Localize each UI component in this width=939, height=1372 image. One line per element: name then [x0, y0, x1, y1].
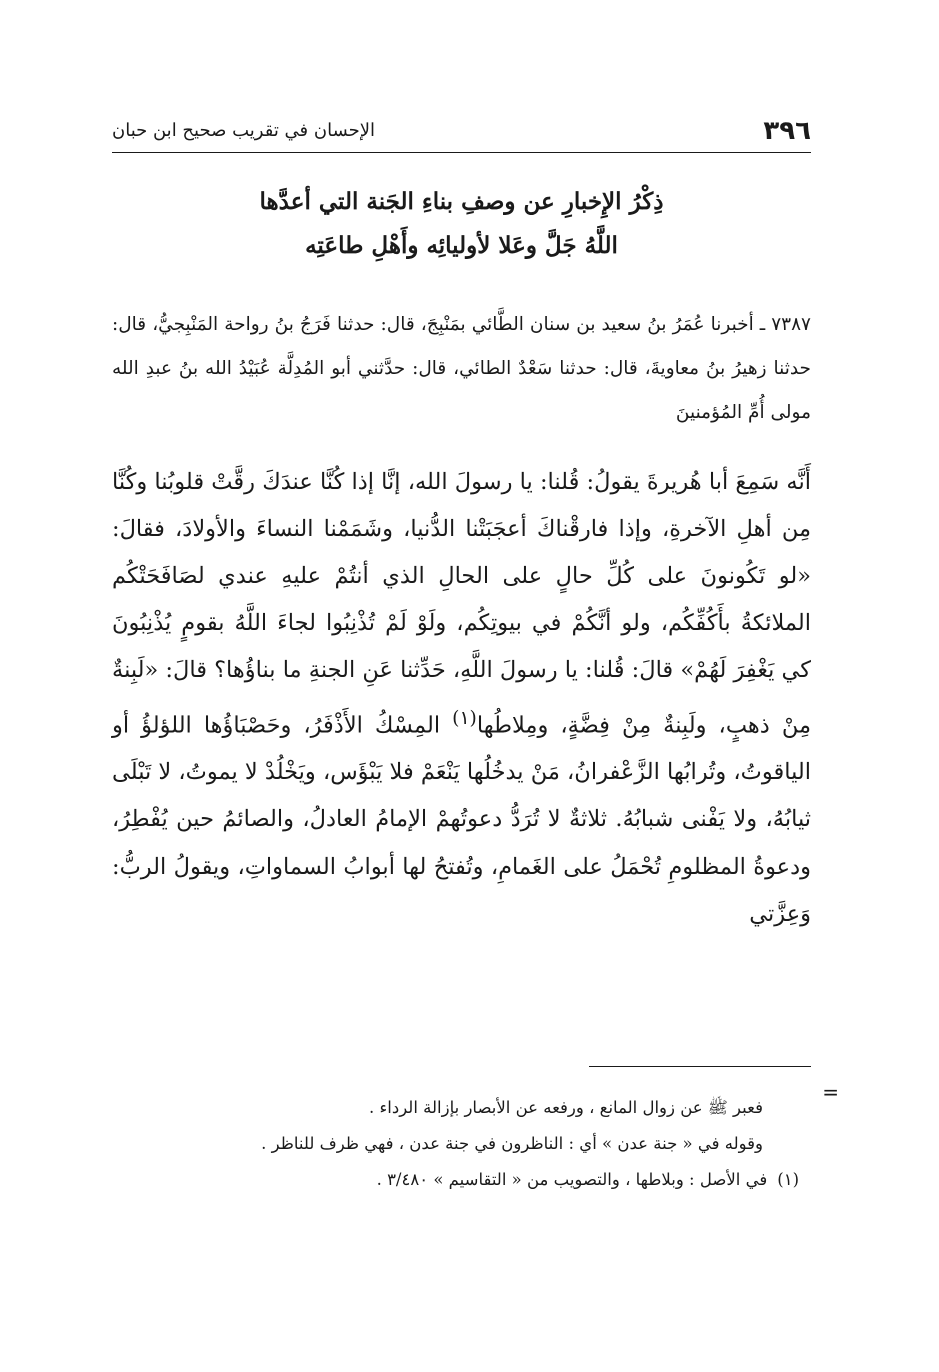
chapter-title: [112, 180, 811, 268]
page-number: ٣٩٦: [763, 116, 811, 146]
running-header: [112, 112, 811, 153]
chapter-title-line-1: ذِكْرُ الإِخبارِ عن وصفِ بناءِ الجَنة التي أعدَّها: [259, 188, 664, 215]
footnote-continuation-mark: =: [822, 1080, 839, 1104]
footnote-1-number: (١): [777, 1170, 799, 1189]
hadith-text: [112, 459, 811, 939]
running-title: الإحسان في تقريب صحيح ابن حبان: [112, 120, 376, 141]
footnote-continued-line-2: وقوله في « جنة عدن » أي : الناظرون في جنة عدن ، فهي ظرف للناظر .: [261, 1134, 763, 1153]
chapter-title-line-2: اللَّهُ جَلَّ وعَلا لأوليائِه وأَهْلِ طاعَتِه: [305, 232, 618, 259]
footnote-separator: [589, 1066, 811, 1067]
footnote-1: [112, 1162, 799, 1198]
footnotes: [112, 1090, 799, 1198]
footnote-continued-line-1: فعبر ﷺ عن زوال المانع ، ورفعه عن الأبصار بإزالة الرداء .: [369, 1098, 763, 1117]
hadith-text-part-2: المِسْكُ الأَذْفَرُ، وحَصْبَاؤُها اللؤلؤُ أو الياقوتُ، وتُرابُها الزَّعْفرانُ، مَنْ يدخُلُها يَنْعَمْ فلا يَبْؤَس، ويَخْلُدْ لا يموتُ، لا تَبْلَى ثيابُهُ، ولا يَفْنى شبابُهُ. ثلاثةٌ لا تُرَدُّ دعوتُهمْ الإمامُ العادلُ، والصائمُ حين يُفْطِرُ، ودعوةُ المظلومِ تُحْمَلُ على الغَمامِ، وتُفتحُ لها أبوابُ السماواتِ، ويقولُ الربُّ: وَعِزَّتي: [112, 712, 811, 927]
hadith-text-part-1: أَنَّه سَمِعَ أبا هُريرةَ يقولُ: قُلنا: يا رسولَ الله، إنَّا إذا كُنَّا عندَكَ رقَّتْ قلوبُنا وكُنَّا مِن أهلِ الآخرةِ، وإذا فارقْناكَ أعجَبَتْنا الدُّنيا، وشَمَمْنا النساءَ والأولادَ، فقالَ: «لو تَكُونونَ على كُلِّ حالٍ على الحالِ الذي أنتُمْ عليهِ عندي لصَافَحَتْكُم الملائكةُ بأَكُفِّكُم، ولو أنَّكُمْ في بيوتِكُم، ولَوْ لَمْ تُذْنِبُوا لجاءَ اللَّهُ بقومٍ يُذْنِبُونَ كي يَغْفِرَ لَهُمْ» قالَ: قُلنا: يا رسولَ اللَّهِ، حَدِّثنا عَنِ الجنةِ ما بناؤُها؟ قالَ: «لَبِنةٌ مِنْ ذهبٍ، ولَبِنةٌ مِنْ فِضَّةٍ، ومِلاطُها: [112, 468, 811, 739]
footnote-reference[interactable]: (١): [452, 707, 477, 729]
footnote-1-text: في الأصل : وبلاطها ، والتصويب من « التقاسيم » ٣/٤٨٠ .: [376, 1170, 768, 1189]
isnad-paragraph: ٧٣٨٧ ـ أخبرنا عُمَرُ بنُ سعيد بن سنان الطَّائي بمَنْبِجَ، قال: حدثنا فَرَجُ بنُ رواحة المَنْبِجيُّ، قال: حدثنا زهيرُ بنُ معاويةَ، قال: حدثنا سَعْدٌ الطائي، قال: حدَّثني أبو المُدِلَّة عُبَيْدُ الله بنُ عبدِ الله مولى أُمِّ المُؤمنينَ: [112, 313, 811, 423]
